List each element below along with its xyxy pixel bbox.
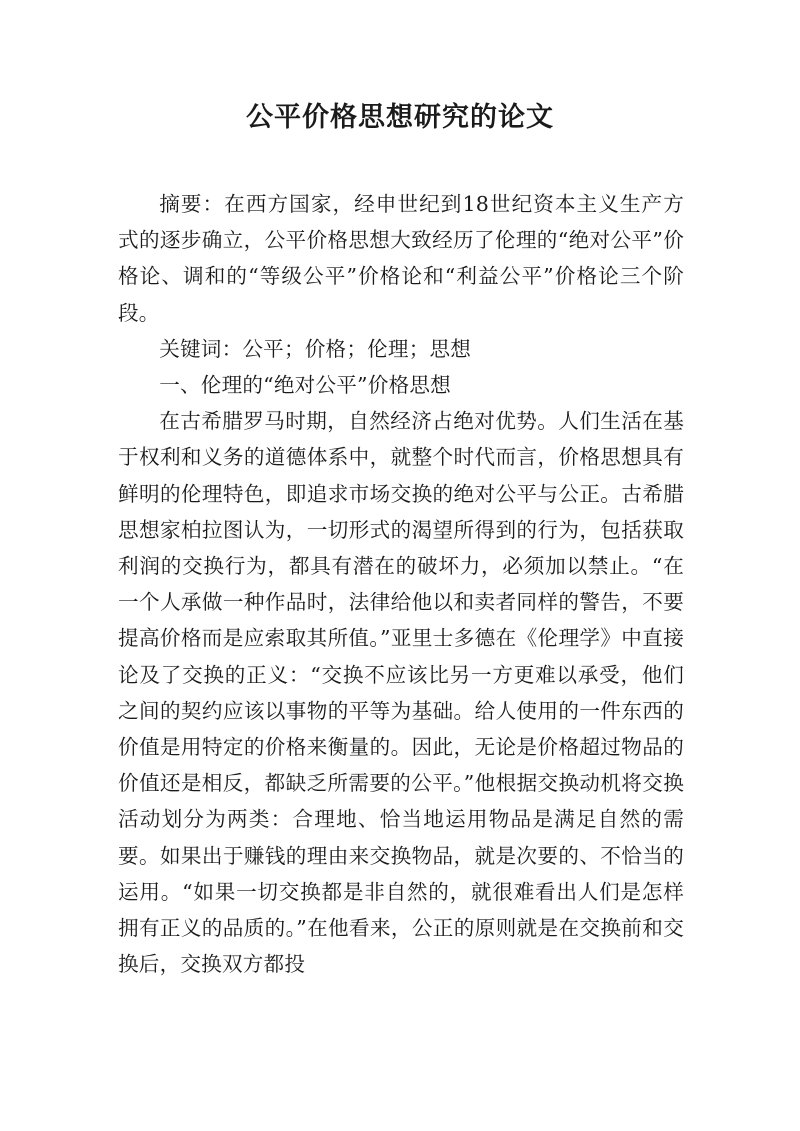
section-heading: 一、伦理的“绝对公平”价格思想 — [159, 373, 451, 398]
keywords-paragraph: 关键词：公平；价格；伦理；思想 — [159, 336, 472, 361]
body-paragraph: 在古希腊罗马时期，自然经济占绝对优势。人们生活在基于权利和义务的道德体系中，就整个时代而言，价格思想具有鲜明的伦理特色，即追求市场交换的绝对公平与公正。古希腊思想家柏拉图认为，一切形式的渴望所得到的行为，包括获取利润的交换行为，都具有潜在的破坏力，必须加以禁止。“在一个人承做一种作品时，法律给他以和卖者同样的警告，不要提高价格而是应索取其所值。”亚里士多德在《伦理学》中直接论及了交换的正义：“交换不应该比另一方更难以承受，他们之间的契约应该以事物的平等为基础。给人使用的一件东西的价值是用特定的价格来衡量的。因此，无论是价格超过物品的价值还是相反，都缺乏所需要的公平。”他根据交换动机将交换活动划分为两类：合理地、恰当地运用物品是满足自然的需要。如果出于赚钱的理由来交换物品，就是次要的、不恰当的运用。“如果一切交换都是非自然的，就很难看出人们是怎样拥有正义的品质的。”在他看来，公正的原则就是在交换前和交换后，交换双方都投 — [118, 409, 684, 977]
abstract-paragraph: 摘要：在西方国家，经申世纪到18世纪资本主义生产方式的逐步确立，公平价格思想大致经历了伦理的“绝对公平”价格论、调和的“等级公平”价格论和“利益公平”价格论三个阶段。 — [118, 192, 684, 325]
document-body — [118, 186, 684, 982]
document-title: 公平价格思想研究的论文 — [246, 102, 554, 133]
